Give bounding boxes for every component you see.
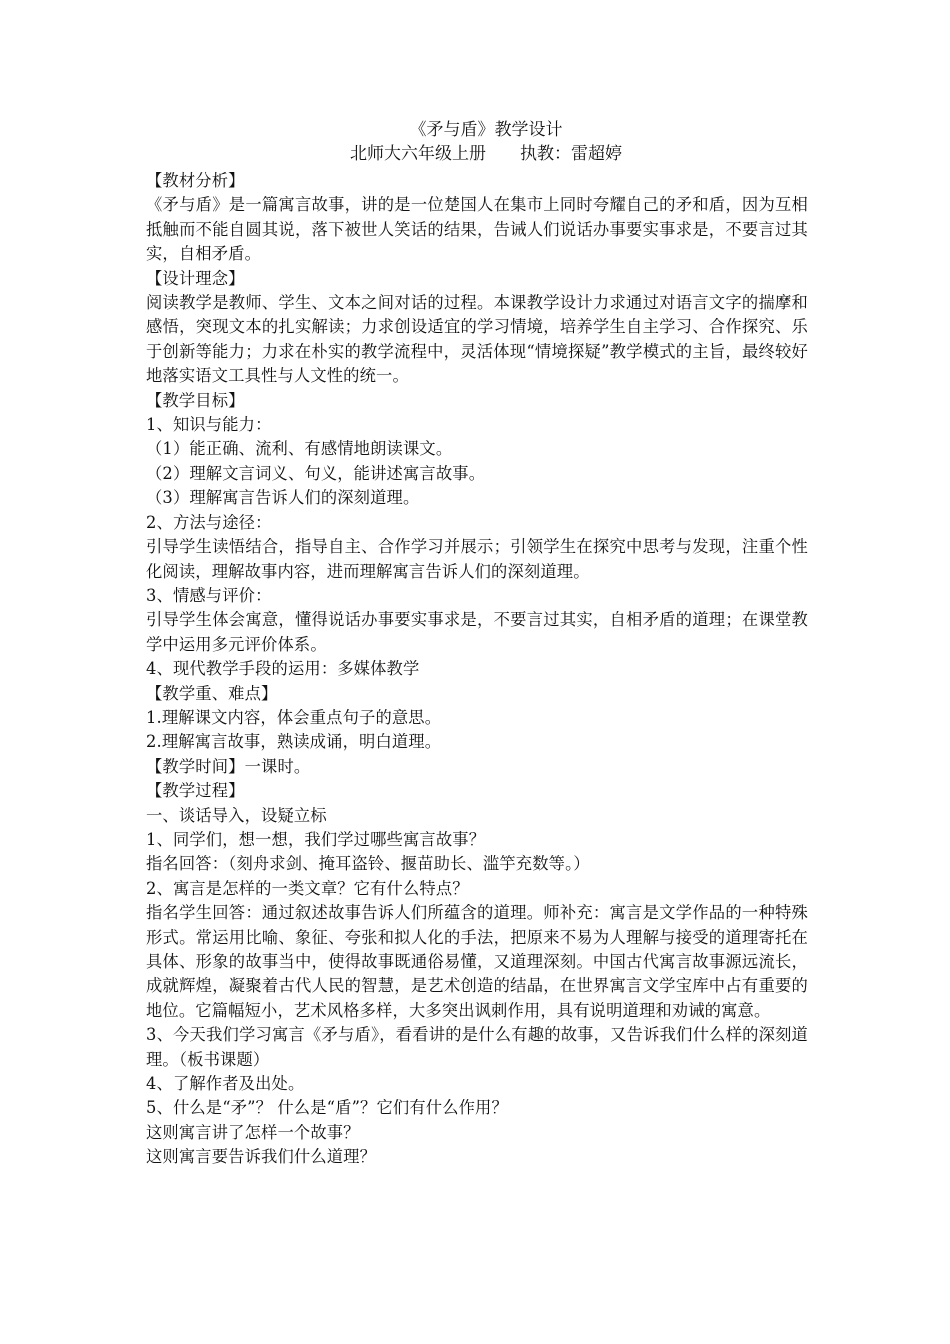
document-subtitle: [164, 142, 808, 166]
document-title: 《矛与盾》教学设计: [409, 120, 563, 140]
process-item: 4、了解作者及出处。: [146, 1074, 305, 1094]
process-item: 3、今天我们学习寓言《矛与盾》，看看讲的是什么有趣的故事，又告诉我们什么样的深刻道理。（板书课题）: [146, 1025, 808, 1069]
goal-subitem: （1）能正确、流利、有感情地朗读课文。: [146, 439, 453, 459]
process-item: 这则寓言要告诉我们什么道理？: [146, 1147, 377, 1167]
process-item: 2、寓言是怎样的一类文章？它有什么特点？: [146, 878, 469, 898]
section-heading-design-concept: 【设计理念】: [146, 268, 245, 288]
paragraph-methods: 引导学生读悟结合，指导自主、合作学习并展示；引领学生在探究中思考与发现，注重个性化阅读，理解故事内容，进而理解寓言告诉人们的深刻道理。: [146, 537, 808, 581]
section-heading-teaching-goals: 【教学目标】: [146, 390, 245, 410]
process-item: 5、什么是“矛”？ 什么是“盾”？它们有什么作用？: [146, 1098, 508, 1118]
process-item: 这则寓言讲了怎样一个故事？: [146, 1122, 360, 1142]
section-heading-key-points: 【教学重、难点】: [146, 683, 278, 703]
key-point-item: 1.理解课文内容，体会重点句子的意思。: [146, 707, 442, 727]
goal-item: 4、现代教学手段的运用：多媒体教学: [146, 659, 420, 679]
paragraph-material-analysis: 《矛与盾》是一篇寓言故事，讲的是一位楚国人在集市上同时夸耀自己的矛和盾，因为互相抵触而不能自圆其说，落下被世人笑话的结果，告诫人们说话办事要实事求是，不要言过其实，自相矛盾。: [146, 195, 808, 264]
paragraph-emotion: 引导学生体会寓意，懂得说话办事要实事求是，不要言过其实，自相矛盾的道理；在课堂教学中运用多元评价体系。: [146, 610, 808, 654]
section-heading-teaching-time: 【教学时间】一课时。: [146, 756, 311, 776]
section-heading-material-analysis: 【教材分析】: [146, 171, 245, 190]
process-item: 指名回答：（刻舟求剑、掩耳盗铃、揠苗助长、滥竽充数等。）: [146, 854, 590, 874]
document-body: [146, 169, 808, 1170]
goal-item: 3、情感与评价：: [146, 585, 272, 605]
teacher-info: 执教：雷超婷: [520, 144, 622, 164]
grade-info: 北师大六年级上册: [350, 144, 486, 164]
goal-item: 2、方法与途径：: [146, 512, 272, 532]
goal-item: 1、知识与能力：: [146, 415, 272, 435]
paragraph-fable-explanation: 指名学生回答：通过叙述故事告诉人们所蕴含的道理。师补充：寓言是文学作品的一种特殊形式。常运用比喻、象征、夸张和拟人化的手法，把原来不易为人理解与接受的道理寄托在具体、形象的故事当中，使得故事既通俗易懂，又道理深刻。中国古代寓言故事源远流长，成就辉煌，凝聚着古代人民的智慧，是艺术创造的结晶，在世界寓言文学宝库中占有重要的地位。它篇幅短小，艺术风格多样，大多突出讽刺作用，具有说明道理和劝诫的寓意。: [146, 903, 808, 1020]
section-heading-teaching-process: 【教学过程】: [146, 781, 245, 801]
goal-subitem: （3）理解寓言告诉人们的深刻道理。: [146, 488, 420, 508]
paragraph-design-concept: 阅读教学是教师、学生、文本之间对话的过程。本课教学设计力求通过对语言文字的揣摩和感悟，突现文本的扎实解读；力求创设适宜的学习情境，培养学生自主学习、合作探究、乐于创新等能力；力求在朴实的教学流程中，灵活体现“情境探疑”教学模式的主旨，最终较好地落实语文工具性与人文性的统一。: [146, 293, 808, 386]
process-step-heading: 一、谈话导入，设疑立标: [146, 805, 327, 825]
key-point-item: 2.理解寓言故事，熟读成诵，明白道理。: [146, 732, 442, 752]
goal-subitem: （2）理解文言词义、句义，能讲述寓言故事。: [146, 463, 486, 483]
process-item: 1、同学们，想一想，我们学过哪些寓言故事？: [146, 829, 486, 849]
